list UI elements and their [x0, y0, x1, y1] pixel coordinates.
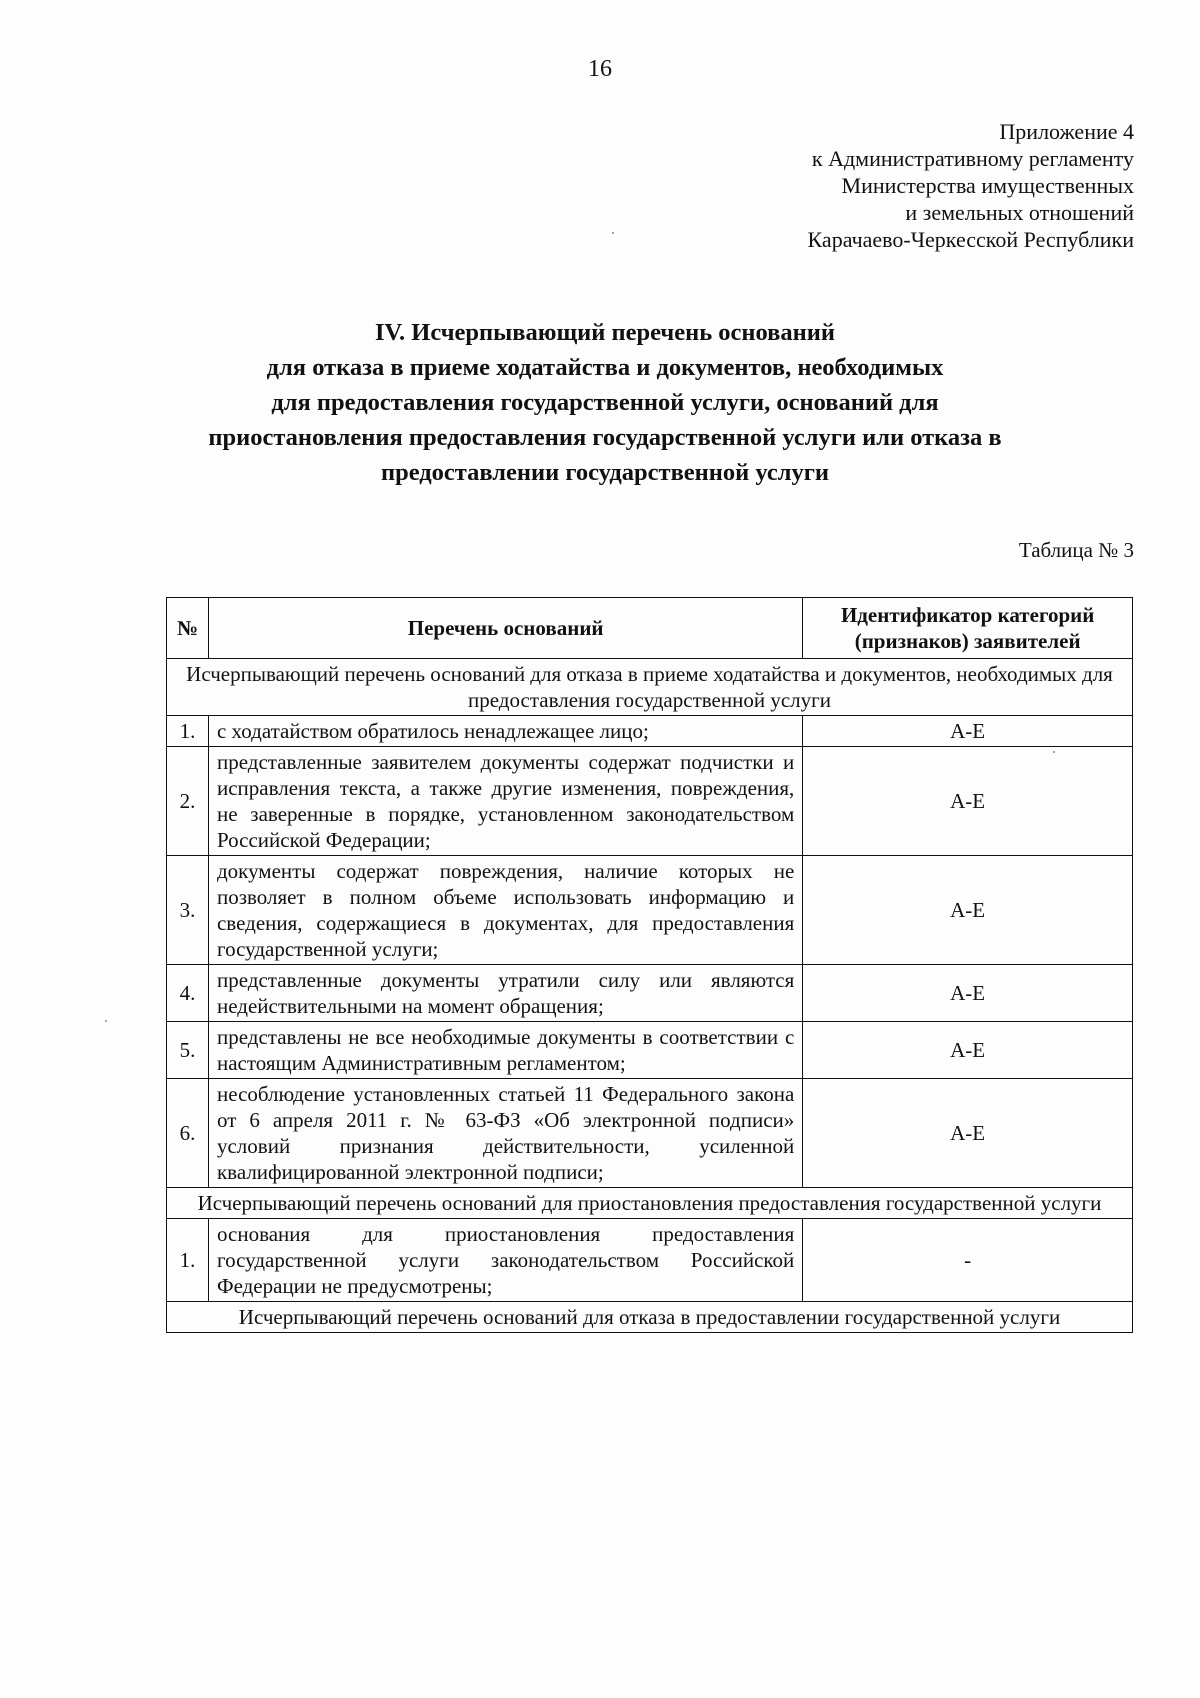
- row-ground-text: представленные заявителем документы содержат подчистки и исправления текста, а также другие изменения, повреждения, не заверенные в порядке, установленном законодательством Российской Федерации;: [208, 747, 802, 856]
- table-row: [167, 965, 1133, 1022]
- row-number: 1.: [167, 1219, 209, 1302]
- table-caption: Таблица № 3: [1018, 538, 1134, 562]
- appendix-line: Министерства имущественных: [841, 173, 1134, 198]
- table-row: [167, 1079, 1133, 1188]
- row-ground-text: несоблюдение установленных статьей 11 Федерального закона от 6 апреля 2011 г. № 63-ФЗ «Об электронной подписи» условий признания действительности, усиленной квалифицированной электронной подписи;: [208, 1079, 802, 1188]
- row-number: 2.: [167, 747, 209, 856]
- section-heading: Исчерпывающий перечень оснований для приостановления предоставления государственной услуги: [167, 1188, 1133, 1219]
- row-ground-text: представленные документы утратили силу или являются недействительными на момент обращения;: [208, 965, 802, 1022]
- appendix-line: Приложение 4: [999, 119, 1134, 144]
- row-number: 1.: [167, 716, 209, 747]
- table-row: [167, 1022, 1133, 1079]
- header-identifier: Идентификатор категорий (признаков) заявителей: [803, 598, 1133, 659]
- section-title-line: для отказа в приеме ходатайства и документов, необходимых: [266, 354, 944, 381]
- row-identifier: А-Е: [803, 1022, 1133, 1079]
- grounds-table: [166, 597, 1133, 1333]
- section-heading-row: [167, 1188, 1133, 1219]
- section-title: [140, 315, 1070, 490]
- section-heading: Исчерпывающий перечень оснований для отказа в приеме ходатайства и документов, необходимых для предоставления государственной услуги: [167, 659, 1133, 716]
- section-heading-row: [167, 1302, 1133, 1333]
- appendix-line: и земельных отношений: [905, 200, 1134, 225]
- page-number: 16: [588, 56, 612, 82]
- scan-speck: [1053, 751, 1055, 753]
- section-heading: Исчерпывающий перечень оснований для отказа в предоставлении государственной услуги: [167, 1302, 1133, 1333]
- table-row: [167, 747, 1133, 856]
- table-header-row: [167, 598, 1133, 659]
- row-number: 4.: [167, 965, 209, 1022]
- row-ground-text: документы содержат повреждения, наличие которых не позволяет в полном объеме использовать информацию и сведения, содержащиеся в документах, для предоставления государственной услуги;: [208, 856, 802, 965]
- row-identifier: А-Е: [803, 716, 1133, 747]
- scan-speck: [612, 232, 614, 234]
- section-heading-row: [167, 659, 1133, 716]
- appendix-reference: [808, 118, 1134, 253]
- header-num: №: [167, 598, 209, 659]
- section-title-line: приостановления предоставления государственной услуги или отказа в: [208, 424, 1002, 451]
- row-identifier: А-Е: [803, 965, 1133, 1022]
- row-number: 6.: [167, 1079, 209, 1188]
- row-ground-text: представлены не все необходимые документы в соответствии с настоящим Административным регламентом;: [208, 1022, 802, 1079]
- scan-speck: [105, 1020, 107, 1022]
- row-identifier: -: [803, 1219, 1133, 1302]
- row-identifier: А-Е: [803, 1079, 1133, 1188]
- section-title-line: для предоставления государственной услуги, оснований для: [271, 389, 939, 416]
- table-row: [167, 856, 1133, 965]
- section-title-line: предоставлении государственной услуги: [380, 459, 830, 486]
- row-number: 3.: [167, 856, 209, 965]
- header-grounds: Перечень оснований: [208, 598, 802, 659]
- table-row: [167, 1219, 1133, 1302]
- row-ground-text: с ходатайством обратилось ненадлежащее лицо;: [208, 716, 802, 747]
- row-number: 5.: [167, 1022, 209, 1079]
- section-title-line: IV. Исчерпывающий перечень оснований: [374, 319, 836, 346]
- row-identifier: А-Е: [803, 856, 1133, 965]
- row-ground-text: основания для приостановления предоставления государственной услуги законодательством Российской Федерации не предусмотрены;: [208, 1219, 802, 1302]
- table-row: [167, 716, 1133, 747]
- row-identifier: А-Е: [803, 747, 1133, 856]
- appendix-line: Карачаево-Черкесской Республики: [807, 227, 1134, 252]
- appendix-line: к Административному регламенту: [811, 146, 1134, 171]
